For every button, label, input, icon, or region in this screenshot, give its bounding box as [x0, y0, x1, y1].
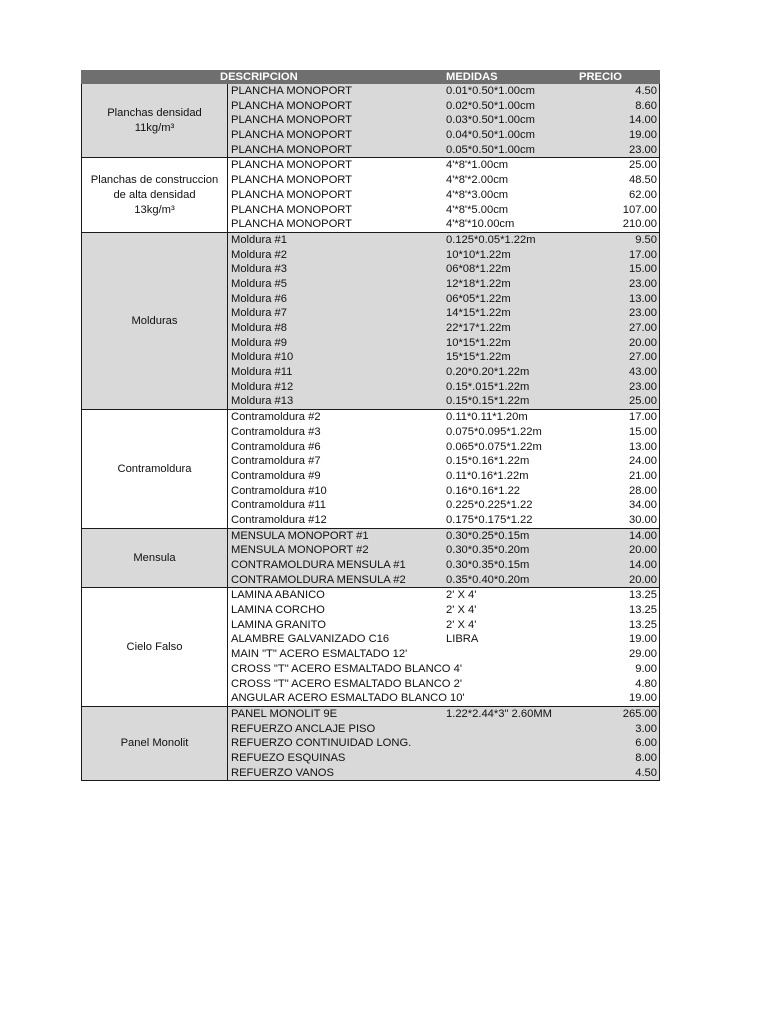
item-measures — [446, 677, 601, 692]
item-measures: 0.05*0.50*1.00cm — [446, 143, 535, 156]
item-measures — [446, 736, 601, 751]
item-price: 13.25 — [629, 589, 657, 602]
table-row — [228, 173, 659, 188]
item-description: CONTRAMOLDURA MENSULA #1 — [231, 559, 406, 571]
item-measures: 0.35*0.40*0.20m — [446, 573, 530, 586]
table-row — [228, 588, 659, 603]
item-description: ANGULAR ACERO ESMALTADO BLANCO 10' — [231, 692, 465, 705]
item-price: 23.00 — [629, 277, 657, 290]
item-price: 9.00 — [635, 662, 657, 675]
item-price: 19.00 — [629, 129, 657, 142]
item-description: CROSS "T" ACERO ESMALTADO BLANCO 2' — [231, 677, 462, 690]
item-measures: 2' X 4' — [446, 618, 477, 631]
item-measures: 06*08*1.22m — [446, 263, 511, 276]
table-row — [228, 632, 659, 647]
item-measures: 14*15*1.22m — [446, 307, 511, 320]
item-measures: 0.30*0.25*0.15m — [446, 529, 530, 542]
table-row — [228, 292, 659, 307]
item-price: 28.00 — [629, 484, 657, 497]
category-group — [81, 588, 660, 707]
item-measures: 0.30*0.35*0.15m — [446, 559, 530, 571]
item-price: 23.00 — [629, 380, 657, 393]
item-description: PLANCHA MONOPORT — [231, 114, 353, 127]
item-price: 15.00 — [629, 263, 657, 276]
item-measures: LIBRA — [446, 633, 479, 646]
table-row — [228, 350, 659, 365]
category-group — [81, 233, 660, 410]
item-measures — [446, 662, 601, 677]
item-measures: 4'*8'*3.00cm — [446, 188, 509, 201]
table-row — [228, 365, 659, 380]
table-row — [228, 262, 659, 277]
table-row — [228, 84, 659, 99]
item-measures: 0.03*0.50*1.00cm — [446, 114, 535, 127]
item-description: PLANCHA MONOPORT — [231, 143, 353, 156]
item-measures: 15*15*1.22m — [446, 351, 511, 364]
item-measures: 0.075*0.095*1.22m — [446, 425, 542, 438]
item-measures — [446, 691, 601, 706]
item-price: 20.00 — [629, 573, 657, 586]
item-description: Contramoldura #11 — [231, 499, 326, 512]
item-description: CONTRAMOLDURA MENSULA #2 — [231, 573, 406, 586]
item-measures — [446, 722, 601, 737]
item-measures: 0.04*0.50*1.00cm — [446, 129, 535, 142]
item-price: 14.00 — [629, 529, 657, 542]
header-measures: MEDIDAS — [446, 71, 498, 83]
item-measures: 1.22*2.44*3" 2.60MM — [446, 707, 552, 720]
table-row — [228, 277, 659, 292]
category-group — [81, 84, 660, 158]
item-measures — [446, 647, 601, 662]
item-price: 20.00 — [629, 336, 657, 349]
item-description: Moldura #1 — [231, 233, 287, 246]
item-price: 210.00 — [622, 218, 657, 231]
item-description: Moldura #12 — [231, 380, 294, 393]
price-table — [81, 70, 660, 781]
item-description: Contramoldura #2 — [231, 411, 321, 424]
item-price: 27.00 — [629, 351, 657, 364]
item-description: Contramoldura #3 — [231, 425, 321, 438]
category-label: Cielo Falso — [82, 588, 228, 706]
table-row — [228, 454, 659, 469]
table-row — [228, 394, 659, 409]
item-description: PLANCHA MONOPORT — [231, 218, 353, 231]
item-measures: 0.11*0.16*1.22m — [446, 469, 529, 482]
table-row — [228, 380, 659, 395]
item-measures: 12*18*1.22m — [446, 277, 511, 290]
table-row — [228, 691, 659, 706]
item-price: 13.00 — [629, 440, 657, 453]
item-price: 19.00 — [629, 692, 657, 705]
table-row — [228, 336, 659, 351]
table-row — [228, 306, 659, 321]
item-price: 17.00 — [629, 248, 657, 261]
table-row — [228, 707, 659, 722]
item-price: 3.00 — [635, 722, 657, 735]
header-price: PRECIO — [579, 71, 622, 83]
category-label: Planchas de construccion de alta densidad 13kg/m³ — [82, 158, 228, 231]
item-price: 107.00 — [622, 203, 657, 216]
item-measures: 4'*8'*1.00cm — [446, 159, 509, 172]
item-measures — [446, 751, 601, 766]
item-price: 14.00 — [629, 114, 657, 127]
table-row — [228, 662, 659, 677]
header-description: DESCRIPCION — [220, 71, 298, 83]
table-row — [228, 751, 659, 766]
item-description: MAIN "T" ACERO ESMALTADO 12' — [231, 648, 408, 661]
item-description: MENSULA MONOPORT #2 — [231, 544, 369, 557]
table-row — [228, 233, 659, 248]
item-measures: 0.01*0.50*1.00cm — [446, 85, 535, 97]
item-description: PLANCHA MONOPORT — [231, 129, 353, 142]
table-row — [228, 543, 659, 558]
table-header — [81, 70, 660, 84]
item-description: REFUERZO VANOS — [231, 766, 334, 779]
table-row — [228, 484, 659, 499]
table-row — [228, 469, 659, 484]
item-description: Moldura #5 — [231, 277, 287, 290]
table-row — [228, 99, 659, 114]
item-price: 4.50 — [635, 85, 657, 97]
item-measures: 22*17*1.22m — [446, 322, 511, 334]
item-measures: 10*15*1.22m — [446, 336, 511, 349]
item-description: LAMINA CORCHO — [231, 604, 325, 617]
item-price: 17.00 — [629, 411, 657, 424]
item-price: 23.00 — [629, 307, 657, 320]
item-description: PLANCHA MONOPORT — [231, 188, 353, 201]
table-row — [228, 143, 659, 158]
category-rows — [228, 529, 659, 588]
item-description: Moldura #10 — [231, 351, 294, 364]
item-price: 13.00 — [629, 292, 657, 305]
item-price: 9.50 — [635, 233, 657, 246]
item-price: 8.00 — [635, 751, 657, 764]
table-row — [228, 158, 659, 173]
item-description: Moldura #9 — [231, 336, 287, 349]
table-row — [228, 498, 659, 513]
category-label: Planchas densidad 11kg/m³ — [82, 84, 228, 157]
item-description: Contramoldura #7 — [231, 455, 321, 468]
table-row — [228, 425, 659, 440]
category-rows — [228, 233, 659, 409]
item-measures: 0.20*0.20*1.22m — [446, 366, 530, 379]
item-price: 13.25 — [629, 618, 657, 631]
category-label: Panel Monolit — [82, 707, 228, 780]
table-row — [228, 203, 659, 218]
item-measures: 0.30*0.35*0.20m — [446, 544, 530, 557]
item-price: 14.00 — [629, 559, 657, 571]
item-price: 25.00 — [629, 395, 657, 408]
table-body — [81, 84, 660, 781]
item-price: 29.00 — [629, 648, 657, 661]
item-measures: 0.175*0.175*1.22 — [446, 513, 533, 526]
item-price: 62.00 — [629, 188, 657, 201]
item-description: REFUERZO ANCLAJE PISO — [231, 722, 376, 735]
item-description: PLANCHA MONOPORT — [231, 159, 353, 172]
item-description: Moldura #11 — [231, 366, 293, 379]
category-label: Contramoldura — [82, 410, 228, 528]
category-rows — [228, 410, 659, 528]
item-price: 23.00 — [629, 143, 657, 156]
table-row — [228, 558, 659, 573]
category-group — [81, 529, 660, 589]
item-description: Moldura #7 — [231, 307, 287, 320]
table-row — [228, 618, 659, 633]
item-measures: 0.125*0.05*1.22m — [446, 233, 536, 246]
table-row — [228, 410, 659, 425]
item-measures: 0.02*0.50*1.00cm — [446, 99, 535, 112]
item-measures: 0.11*0.11*1.20m — [446, 411, 528, 424]
item-price: 19.00 — [629, 633, 657, 646]
item-description: Moldura #8 — [231, 322, 287, 334]
item-description: LAMINA GRANITO — [231, 618, 326, 631]
table-row — [228, 188, 659, 203]
table-row — [228, 217, 659, 232]
item-description: PANEL MONOLIT 9E — [231, 707, 338, 720]
item-description: Contramoldura #12 — [231, 513, 327, 526]
table-row — [228, 736, 659, 751]
item-measures: 0.15*0.16*1.22m — [446, 455, 530, 468]
item-measures — [446, 766, 601, 781]
item-description: REFUEZO ESQUINAS — [231, 751, 346, 764]
item-measures: 0.16*0.16*1.22 — [446, 484, 521, 497]
item-measures: 0.15*0.15*1.22m — [446, 395, 530, 408]
table-row — [228, 647, 659, 662]
table-row — [228, 513, 659, 528]
category-label: Molduras — [82, 233, 228, 409]
item-measures: 0.15*.015*1.22m — [446, 380, 530, 393]
category-rows — [228, 588, 659, 706]
item-price: 30.00 — [629, 513, 657, 526]
item-measures: 0.225*0.225*1.22 — [446, 499, 533, 512]
table-row — [228, 603, 659, 618]
item-description: Moldura #13 — [231, 395, 294, 408]
category-group — [81, 707, 660, 781]
table-row — [228, 440, 659, 455]
item-price: 21.00 — [629, 469, 657, 482]
item-description: Moldura #3 — [231, 263, 287, 276]
item-description: PLANCHA MONOPORT — [231, 99, 353, 112]
item-measures: 4'*8'*5.00cm — [446, 203, 509, 216]
item-description: Moldura #6 — [231, 292, 287, 305]
item-measures: 10*10*1.22m — [446, 248, 511, 261]
item-price: 20.00 — [629, 544, 657, 557]
item-price: 43.00 — [629, 366, 657, 379]
category-group — [81, 410, 660, 529]
table-row — [228, 766, 659, 781]
item-price: 25.00 — [629, 159, 657, 172]
item-description: Moldura #2 — [231, 248, 287, 261]
item-price: 4.50 — [635, 766, 657, 779]
item-price: 13.25 — [629, 604, 657, 617]
item-measures: 2' X 4' — [446, 604, 477, 617]
item-measures: 06*05*1.22m — [446, 292, 511, 305]
item-measures: 2' X 4' — [446, 589, 477, 602]
table-row — [228, 248, 659, 263]
item-price: 24.00 — [629, 455, 657, 468]
category-rows — [228, 158, 659, 231]
item-description: CROSS "T" ACERO ESMALTADO BLANCO 4' — [231, 662, 462, 675]
item-description: PLANCHA MONOPORT — [231, 203, 353, 216]
item-description: LAMINA ABANICO — [231, 589, 325, 602]
item-measures: 4'*8'*2.00cm — [446, 174, 509, 187]
table-row — [228, 722, 659, 737]
table-row — [228, 573, 659, 588]
item-price: 8.60 — [635, 99, 657, 112]
table-row — [228, 128, 659, 143]
item-description: PLANCHA MONOPORT — [231, 85, 353, 97]
item-price: 15.00 — [629, 425, 657, 438]
item-description: Contramoldura #6 — [231, 440, 321, 453]
item-description: Contramoldura #10 — [231, 484, 327, 497]
category-label: Mensula — [82, 529, 228, 588]
table-row — [228, 321, 659, 336]
item-price: 4.80 — [635, 677, 657, 690]
table-row — [228, 677, 659, 692]
category-rows — [228, 84, 659, 157]
item-price: 48.50 — [629, 174, 657, 187]
item-price: 265.00 — [622, 707, 657, 720]
item-price: 27.00 — [629, 322, 657, 334]
table-row — [228, 113, 659, 128]
item-description: PLANCHA MONOPORT — [231, 174, 353, 187]
item-description: MENSULA MONOPORT #1 — [231, 529, 369, 542]
table-row — [228, 529, 659, 544]
item-measures: 0.065*0.075*1.22m — [446, 440, 542, 453]
item-price: 34.00 — [629, 499, 657, 512]
item-description: ALAMBRE GALVANIZADO C16 — [231, 633, 390, 646]
item-measures: 4'*8'*10.00cm — [446, 218, 515, 231]
item-price: 6.00 — [635, 737, 657, 750]
category-rows — [228, 707, 659, 780]
item-description: Contramoldura #9 — [231, 469, 321, 482]
category-group — [81, 158, 660, 232]
item-description: REFUERZO CONTINUIDAD LONG. — [231, 737, 412, 750]
